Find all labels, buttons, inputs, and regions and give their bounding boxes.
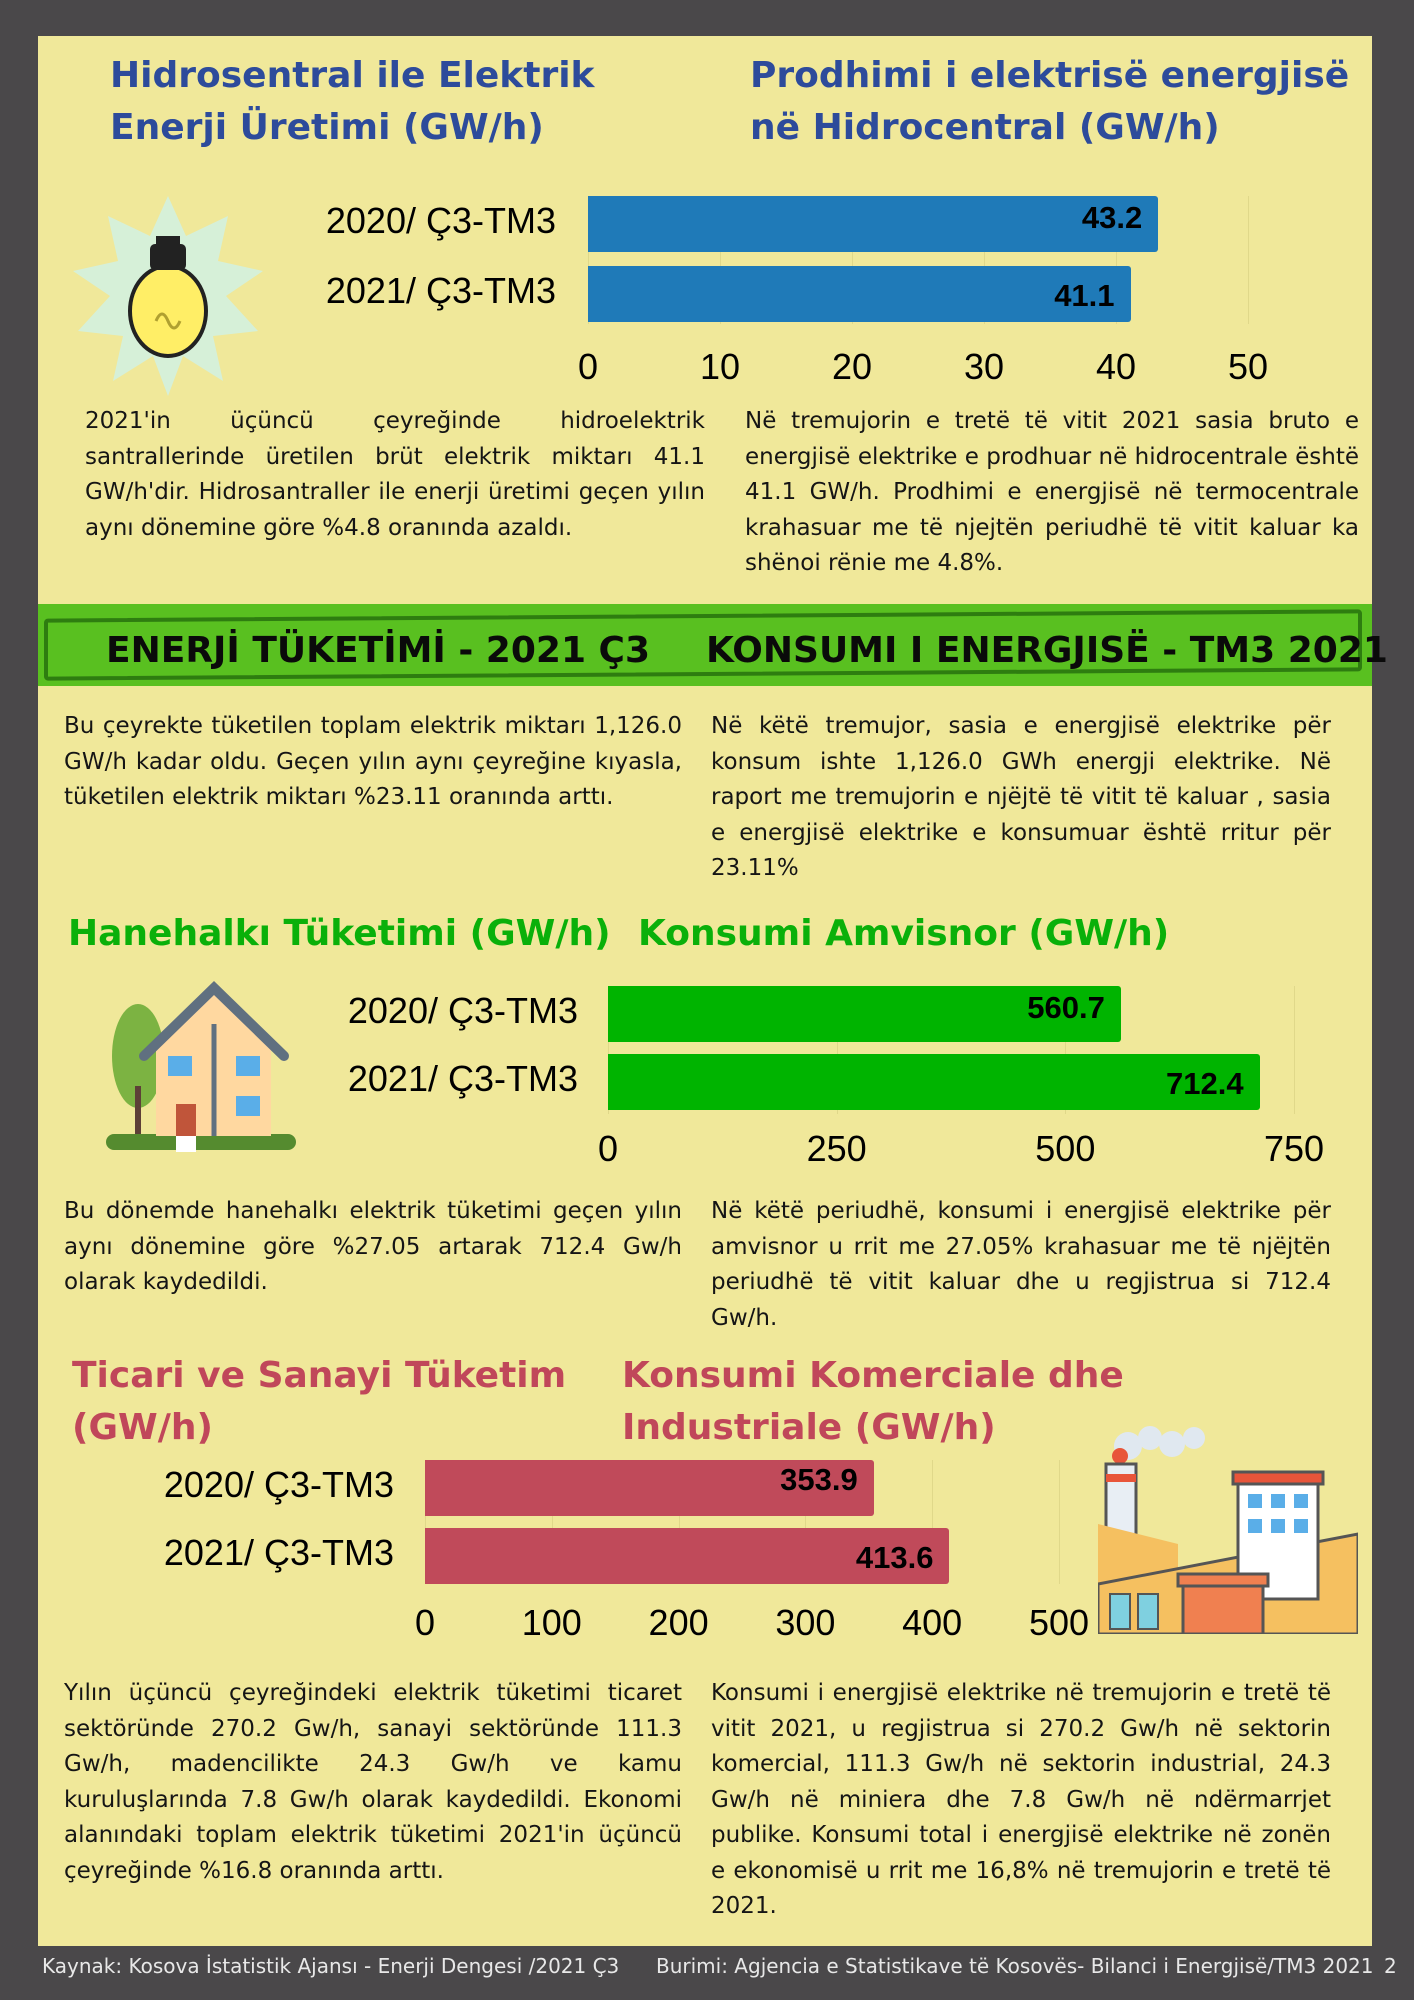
category-label: 2020/ Ç3-TM3 — [325, 200, 556, 241]
axis-tick-label: 100 — [521, 1602, 582, 1643]
axis-tick-label: 0 — [414, 1602, 436, 1643]
banner-title-sq: KONSUMI I ENERGJISË - TM3 2021 — [706, 630, 1388, 671]
category-label: 2020/ Ç3-TM3 — [163, 1464, 394, 1505]
household-paragraph-tr: Bu dönemde hanehalkı elektrik tüketimi geçen yılın aynı dönemine göre %27.05 artarak 712.4 Gw/h olarak kaydedildi. — [64, 1198, 682, 1295]
gridline — [1059, 1460, 1060, 1584]
footer-source-tr: Kaynak: Kosova İstatistik Ajansı - Enerji Dengesi /2021 Ç3 — [42, 1954, 620, 1978]
hydro-title-tr: Hidrosentral ile Elektrik Enerji Üretimi (GW/h) — [110, 55, 595, 148]
commercial-title-sq: Konsumi Komerciale dhe Industriale (GW/h) — [622, 1355, 1124, 1448]
lightbulb-icon — [58, 186, 278, 416]
footer-page-number: 2 — [1384, 1954, 1397, 1978]
data-label: 353.9 — [780, 1462, 858, 1497]
category-label: 2021/ Ç3-TM3 — [163, 1532, 394, 1573]
axis-tick-label: 0 — [577, 346, 599, 387]
consumption-banner — [38, 604, 1388, 686]
household-title-sq: Konsumi Amvisnor (GW/h) — [638, 913, 1170, 954]
gridline — [1248, 196, 1249, 324]
report-page — [38, 36, 1388, 1946]
hydro-paragraph-tr: 2021'in üçüncü çeyreğinde hidroelektrik santrallerinde üretilen brüt elektrik miktarı 41.1 GW/h'dir. Hidrosantraller ile enerji üretimi geçen yılın aynı dönemine göre %4.8 oranında azaldı. — [85, 408, 705, 541]
data-label: 560.7 — [1027, 990, 1105, 1025]
factory-icon — [1098, 1424, 1358, 1634]
commercial-paragraph-tr: Yılın üçüncü çeyreğindeki elektrik tüketimi ticaret sektöründe 270.2 Gw/h, sanayi sektöründe 111.3 Gw/h, madencilikte 24.3 Gw/h ve kamu kuruluşlarında 7.8 Gw/h olarak kaydedildi. Ekonomi alanındaki toplam elektrik tüketimi 2021'in üçüncü çeyreğinde %16.8 oranında arttı. — [64, 1680, 682, 1884]
category-label: 2020/ Ç3-TM3 — [347, 990, 578, 1031]
axis-tick-label: 40 — [1095, 346, 1137, 387]
bar — [608, 1054, 1260, 1110]
axis-tick-label: 500 — [1035, 1128, 1096, 1169]
axis-tick-label: 10 — [699, 346, 741, 387]
commercial-title-tr: Ticari ve Sanayi Tüketim (GW/h) — [72, 1355, 567, 1448]
axis-tick-label: 30 — [963, 346, 1005, 387]
total-consumption-paragraph-tr: Bu çeyrekte tüketilen toplam elektrik miktarı 1,126.0 GW/h kadar oldu. Geçen yılın aynı çeyreğine kıyasla, tüketilen elektrik miktarı %23.11 oranında arttı. — [64, 713, 682, 810]
hydro-title-sq: Prodhimi i elektrisë energjisë në Hidrocentral (GW/h) — [750, 55, 1350, 148]
axis-tick-label: 200 — [648, 1602, 709, 1643]
house-icon — [106, 976, 306, 1156]
commercial-paragraph-sq: Konsumi i energjisë elektrike në tremujorin e tretë të vitit 2021, u regjistrua si 270.2 Gw/h në sektorin komercial, 111.3 Gw/h në sektorin industrial, 24.3 Gw/h në miniera dhe 7.8 Gw/h në ndërmarrjet publike. Konsumi total i energjisë elektrike në zonën e ekonomisë u rrit me 16,8% në tremujorin e tretë të 2021. — [711, 1680, 1331, 1919]
data-label: 712.4 — [1166, 1066, 1244, 1101]
banner-title-tr: ENERJİ TÜKETİMİ - 2021 Ç3 — [106, 630, 651, 671]
total-consumption-paragraph-sq: Në këtë tremujor, sasia e energjisë elektrike për konsum ishte 1,126.0 GWh energji elektrike. Në raport me tremujorin e njëjtë të vitit të kaluar , sasia e energjisë elektrike e konsumuar është rritur për 23.11% — [711, 713, 1331, 881]
axis-tick-label: 300 — [775, 1602, 836, 1643]
data-label: 413.6 — [855, 1540, 934, 1575]
bar — [588, 196, 1158, 252]
axis-tick-label: 250 — [806, 1128, 867, 1169]
category-label: 2021/ Ç3-TM3 — [347, 1058, 578, 1099]
household-paragraph-sq: Në këtë periudhë, konsumi i energjisë elektrike për amvisnor u rrit me 27.05% krahasuar me të njëjtën periudhë të vitit kaluar dhe u regjistrua si 712.4 Gw/h. — [711, 1198, 1331, 1331]
data-label: 43.2 — [1081, 200, 1143, 235]
axis-tick-label: 20 — [831, 346, 873, 387]
axis-tick-label: 500 — [1028, 1602, 1090, 1643]
hydro-paragraph-sq: Në tremujorin e tretë të vitit 2021 sasia bruto e energjisë elektrike e prodhuar në hidrocentrale është 41.1 GW/h. Prodhimi e energjisë në termocentrale krahasuar me të njejtën periudhë të vitit kaluar ka shënoi rënie me 4.8%. — [745, 408, 1359, 576]
household-title-tr: Hanehalkı Tüketimi (GW/h) — [68, 913, 611, 954]
data-label: 41.1 — [1054, 278, 1115, 313]
axis-tick-label: 400 — [902, 1602, 963, 1643]
axis-tick-label: 50 — [1227, 346, 1269, 387]
axis-tick-label: 0 — [597, 1128, 619, 1169]
axis-tick-label: 750 — [1263, 1128, 1325, 1169]
gridline — [1294, 986, 1295, 1114]
bar — [588, 266, 1131, 322]
category-label: 2021/ Ç3-TM3 — [325, 270, 556, 311]
footer-source-sq: Burimi: Agjencia e Statistikave të Kosovës- Bilanci i Energjisë/TM3 2021 — [656, 1954, 1374, 1978]
